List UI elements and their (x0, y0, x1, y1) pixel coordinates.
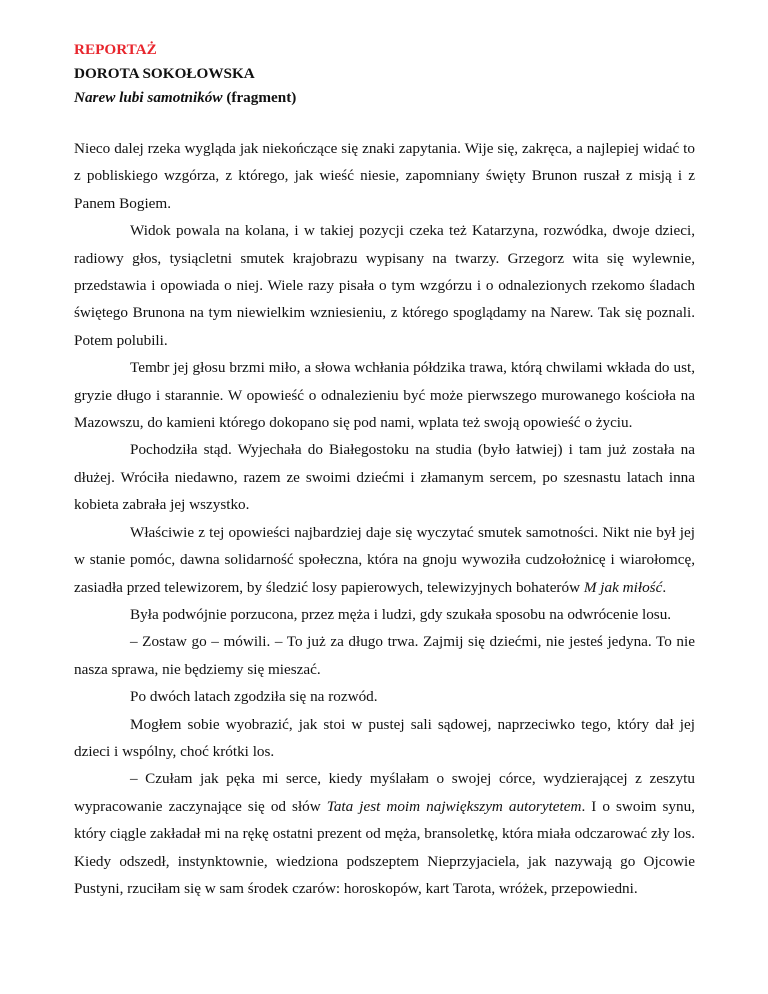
paragraph: Mogłem sobie wyobrazić, jak stoi w pustej sali sądowej, naprzeciwko tego, który dał jej dzieci i wspólny, choć krótki los. (74, 715, 695, 760)
paragraph: Tembr jej głosu brzmi miło, a słowa wchłania półdzika trawa, którą chwilami wkłada do ust, gryzie długo i starannie. W opowieść o odnalezieniu być może pierwszego murowanego kościoła na Mazowszu, do kamieni którego dokopano się pod nami, wplata też swoją opowieść o życiu. (74, 359, 695, 432)
quoted-essay-title: Tata jest moim największym autorytetem (326, 797, 582, 815)
paragraph-text: . (662, 578, 667, 596)
paragraph-text: Właściwie z tej opowieści najbardziej daje się wyczytać smutek samotności. Nikt nie był jej w stanie pomóc, dawna solidarność społeczna, która na gnoju wywoziła cudzołożnicę i wiarołomcę, zasiadła przed telewizorem, by śledzić losy papierowych, telewizyjnych bohaterów (74, 523, 695, 596)
paragraph: – Zostaw go – mówili. – To już za długo trwa. Zajmij się dziećmi, nie jesteś jedyna. To nie nasza sprawa, nie będziemy się mieszać. (74, 633, 695, 678)
paragraph: Po dwóch latach zgodziła się na rozwód. (130, 688, 378, 706)
paragraph (74, 519, 695, 601)
tv-series-title: M jak miłość (583, 578, 663, 596)
header-gap (74, 110, 695, 135)
section-label: REPORTAŻ (74, 41, 157, 58)
paragraph: Widok powala na kolana, i w takiej pozycji czeka też Katarzyna, rozwódka, dwoje dzieci, radiowy głos, tysiącletni smutek krajobrazu wypisany na twarzy. Grzegorz wita się wylewnie, przedstawia i opowiada o niej. Wiele razy pisała o tym wzgórzu i o odnalezionych rzekomo śladach świętego Brunona na tym niewielkim wzniesieniu, z którego spoglądamy na Narew. Tak się poznali. Potem polubili. (74, 222, 695, 349)
document-page (74, 38, 695, 902)
paragraph-text: . I o swoim synu, który ciągle zakładał mi na rękę ostatni prezent od męża, bransoletkę, która miała odczarować zły los. Kiedy odszedł, instynktownie, wiedziona podszeptem Nieprzyjaciela, jak nazywają go Ojcowie Pustyni, rzuciłam się w sam środek czarów: horoskopów, kart Tarota, wróżek, przepowiedni. (74, 797, 696, 897)
paragraph: Była podwójnie porzucona, przez męża i ludzi, gdy szukała sposobu na odwrócenie losu. (130, 605, 672, 623)
article-title (74, 86, 695, 110)
paragraph: Pochodziła stąd. Wyjechała do Białegostoku na studia (było łatwiej) i tam już została na dłużej. Wróciła niedawno, razem ze swoimi dziećmi i złamanym sercem, po szesnastu latach inna kobieta zabrała jej wszystko. (74, 441, 695, 514)
title-italic: Narew lubi samotników (74, 89, 223, 106)
author-name: DOROTA SOKOŁOWSKA (74, 65, 255, 82)
paragraph: Nieco dalej rzeka wygląda jak niekończące się znaki zapytania. Wije się, zakręca, a najlepiej widać to z pobliskiego wzgórza, z którego, jak wieść niesie, zapomniany święty Brunon ruszał z misją i z Panem Bogiem. (74, 140, 695, 212)
paragraph (74, 765, 695, 902)
paragraph-text: – Czułam jak pęka mi serce, kiedy myślałam o swojej córce, wydzierającej z zeszytu wypracowanie zaczynające się od słów (74, 770, 695, 815)
title-suffix: (fragment) (222, 89, 297, 106)
